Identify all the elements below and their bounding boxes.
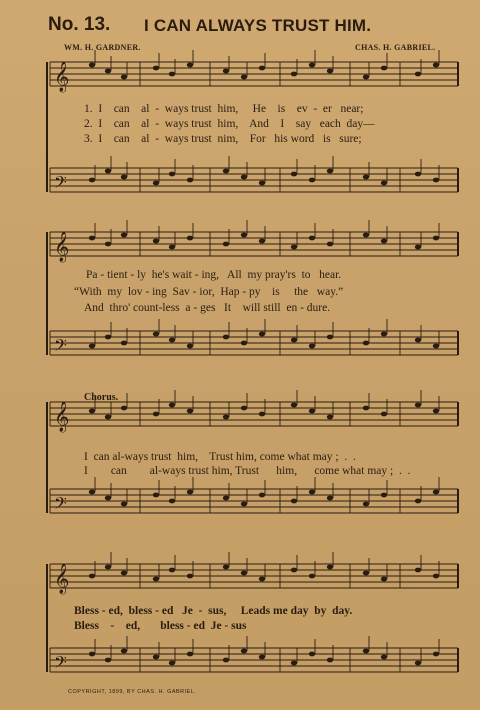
note-head	[327, 658, 333, 663]
note-head	[121, 233, 127, 238]
note-head	[153, 239, 159, 244]
note-head	[121, 341, 127, 346]
note-head	[309, 63, 315, 68]
note-head	[309, 574, 315, 579]
note-head	[363, 406, 369, 411]
note-head	[291, 172, 297, 177]
note-head	[89, 409, 95, 414]
note-head	[169, 661, 175, 666]
composer: CHAS. H. GABRIEL.	[355, 43, 436, 52]
note-head	[89, 63, 95, 68]
note-head	[223, 496, 229, 501]
note-head	[89, 574, 95, 579]
lyricist: WM. H. GARDNER.	[64, 43, 141, 52]
note-head	[415, 499, 421, 504]
note-head	[259, 66, 265, 71]
chorus-line-2-upper: Bless - ed, bless - ed Je - sus, Leads me day by day.	[74, 605, 353, 617]
note-head	[121, 175, 127, 180]
note-head	[169, 568, 175, 573]
note-head	[89, 652, 95, 657]
note-head	[259, 493, 265, 498]
note-head	[259, 332, 265, 337]
note-head	[187, 63, 193, 68]
note-head	[153, 332, 159, 337]
note-head	[327, 69, 333, 74]
hymn-number: No. 13.	[48, 14, 111, 35]
copyright-notice: COPYRIGHT, 1899, BY CHAS. H. GABRIEL.	[68, 689, 197, 695]
note-head	[363, 341, 369, 346]
note-head	[363, 571, 369, 576]
verse-2-line-2: “With my lov - ing Sav - ior, Hap - py is the way.”	[74, 286, 344, 298]
note-head	[363, 649, 369, 654]
note-head	[105, 496, 111, 501]
note-head	[121, 649, 127, 654]
note-head	[105, 658, 111, 663]
staff-lines	[47, 62, 458, 672]
note-head	[223, 335, 229, 340]
note-head	[363, 75, 369, 80]
bass-clef-icon: 𝄢	[54, 493, 67, 517]
note-head	[291, 245, 297, 250]
note-head	[309, 178, 315, 183]
bass-clef-icon: 𝄢	[54, 652, 67, 676]
note-head	[309, 409, 315, 414]
note-head	[169, 172, 175, 177]
note-head	[415, 72, 421, 77]
note-head	[223, 242, 229, 247]
note-head	[291, 338, 297, 343]
note-head	[89, 344, 95, 349]
note-head	[169, 338, 175, 343]
note-head	[241, 649, 247, 654]
note-head	[433, 63, 439, 68]
note-head	[153, 655, 159, 660]
note-head	[223, 415, 229, 420]
note-head	[223, 69, 229, 74]
note-head	[433, 236, 439, 241]
note-head	[291, 72, 297, 77]
note-head	[169, 403, 175, 408]
note-head	[381, 332, 387, 337]
treble-clef-icon: 𝄞	[54, 402, 70, 432]
note-head	[169, 245, 175, 250]
note-head	[259, 412, 265, 417]
note-head	[415, 568, 421, 573]
note-head	[291, 661, 297, 666]
note-head	[169, 72, 175, 77]
note-head	[327, 335, 333, 340]
note-head	[153, 412, 159, 417]
treble-clef-icon: 𝄞	[54, 62, 70, 92]
note-head	[291, 499, 297, 504]
note-head	[187, 574, 193, 579]
note-head	[241, 75, 247, 80]
note-head	[153, 181, 159, 186]
note-head	[121, 406, 127, 411]
note-head	[187, 490, 193, 495]
verse-1-line-2: Pa - tient - ly he's wait - ing, All my pray'rs to hear.	[86, 269, 342, 281]
note-head	[415, 172, 421, 177]
verse-1-line-1: 1. I can al - ways trust him, He is ev - er near;	[84, 103, 364, 115]
verse-3-line-1: 3. I can al - ways trust nim, For his word is sure;	[84, 133, 362, 145]
note-head	[309, 236, 315, 241]
note-head	[291, 568, 297, 573]
note-head	[241, 406, 247, 411]
note-head	[169, 499, 175, 504]
note-head	[89, 178, 95, 183]
note-head	[433, 574, 439, 579]
note-head	[381, 577, 387, 582]
note-head	[153, 493, 159, 498]
note-head	[241, 175, 247, 180]
note-head	[327, 169, 333, 174]
note-head	[309, 344, 315, 349]
note-head	[121, 502, 127, 507]
note-head	[415, 661, 421, 666]
note-head	[187, 652, 193, 657]
note-head	[223, 565, 229, 570]
note-head	[259, 239, 265, 244]
verse-3-line-2: And thro' count-less a - ges It will still en - dure.	[84, 302, 331, 314]
note-head	[363, 233, 369, 238]
note-head	[105, 69, 111, 74]
note-head	[327, 496, 333, 501]
note-head	[241, 233, 247, 238]
note-head	[187, 236, 193, 241]
note-head	[259, 655, 265, 660]
note-head	[363, 502, 369, 507]
bass-clef-icon: 𝄢	[54, 335, 67, 359]
note-head	[433, 409, 439, 414]
note-head	[381, 412, 387, 417]
note-head	[121, 571, 127, 576]
note-head	[153, 577, 159, 582]
note-head	[381, 493, 387, 498]
note-head	[105, 169, 111, 174]
note-head	[89, 236, 95, 241]
note-head	[381, 66, 387, 71]
note-head	[89, 490, 95, 495]
note-head	[327, 242, 333, 247]
note-head	[415, 338, 421, 343]
chorus-line-1-upper: I can al-ways trust him, Trust him, come what may ; . .	[84, 451, 356, 463]
note-head	[433, 178, 439, 183]
note-head	[105, 565, 111, 570]
note-head	[309, 652, 315, 657]
chorus-line-1-lower: I can al-ways trust him, Trust him, come what may ; . .	[84, 465, 411, 477]
note-head	[327, 415, 333, 420]
note-head	[121, 75, 127, 80]
note-head	[327, 565, 333, 570]
note-head	[259, 577, 265, 582]
treble-clef-icon: 𝄞	[54, 564, 70, 594]
chorus-line-2-lower: Bless - ed, bless - ed Je - sus	[74, 620, 247, 632]
note-head	[241, 502, 247, 507]
note-head	[241, 571, 247, 576]
note-head	[433, 490, 439, 495]
note-head	[381, 239, 387, 244]
note-head	[153, 66, 159, 71]
note-head	[187, 344, 193, 349]
note-head	[381, 655, 387, 660]
note-head	[187, 409, 193, 414]
note-head	[223, 658, 229, 663]
note-head	[241, 341, 247, 346]
note-head	[415, 403, 421, 408]
hymn-title: I CAN ALWAYS TRUST HIM.	[144, 16, 372, 35]
note-head	[105, 335, 111, 340]
note-head	[259, 181, 265, 186]
note-head	[223, 169, 229, 174]
note-head	[291, 403, 297, 408]
note-head	[363, 175, 369, 180]
note-head	[415, 245, 421, 250]
note-head	[309, 490, 315, 495]
note-head	[433, 652, 439, 657]
note-head	[105, 415, 111, 420]
bass-clef-icon: 𝄢	[54, 172, 67, 196]
note-head	[433, 344, 439, 349]
verse-2-line-1: 2. I can al - ways trust him, And I say each day—	[84, 118, 375, 130]
treble-clef-icon: 𝄞	[54, 232, 70, 262]
note-head	[105, 242, 111, 247]
chorus-label: Chorus.	[84, 392, 119, 403]
note-head	[381, 181, 387, 186]
note-head	[187, 178, 193, 183]
